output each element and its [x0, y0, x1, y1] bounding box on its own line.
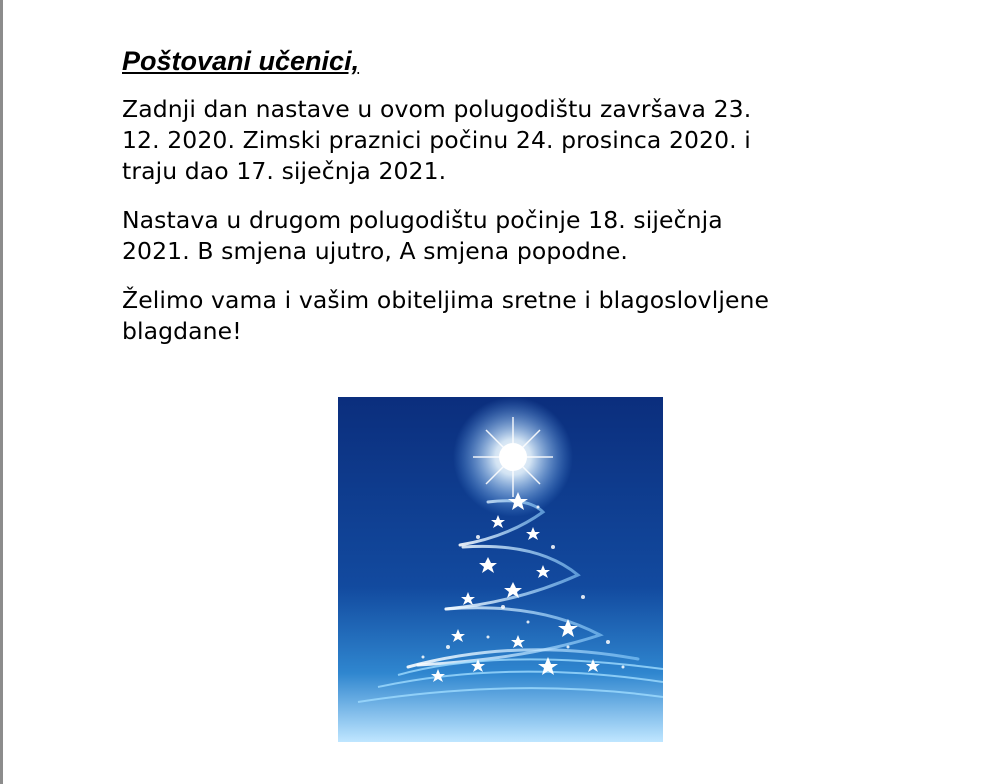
paragraph-line: 12. 2020. Zimski praznici počinu 24. prosinca 2020. i	[122, 126, 751, 154]
paragraph-line: blagdane!	[122, 317, 242, 345]
paragraph-line: 2021. B smjena ujutro, A smjena popodne.	[122, 237, 628, 265]
page-left-border	[0, 0, 3, 784]
greeting-heading: Poštovani učenici,	[122, 46, 360, 76]
christmas-tree-icon	[338, 397, 663, 742]
paragraph-second-term	[122, 205, 882, 267]
paragraph-holiday-dates	[122, 94, 882, 187]
paragraph-line: Nastava u drugom polugodištu počinje 18. siječnja	[122, 206, 723, 234]
paragraph-line: Želimo vama i vašim obiteljima sretne i blagoslovljene	[122, 286, 770, 314]
paragraph-line: Zadnji dan nastave u ovom polugodištu završava 23.	[122, 95, 752, 123]
christmas-tree-image	[338, 397, 663, 742]
paragraph-line: traju dao 17. siječnja 2021.	[122, 157, 447, 185]
document-body	[122, 44, 882, 365]
paragraph-wishes	[122, 285, 882, 347]
